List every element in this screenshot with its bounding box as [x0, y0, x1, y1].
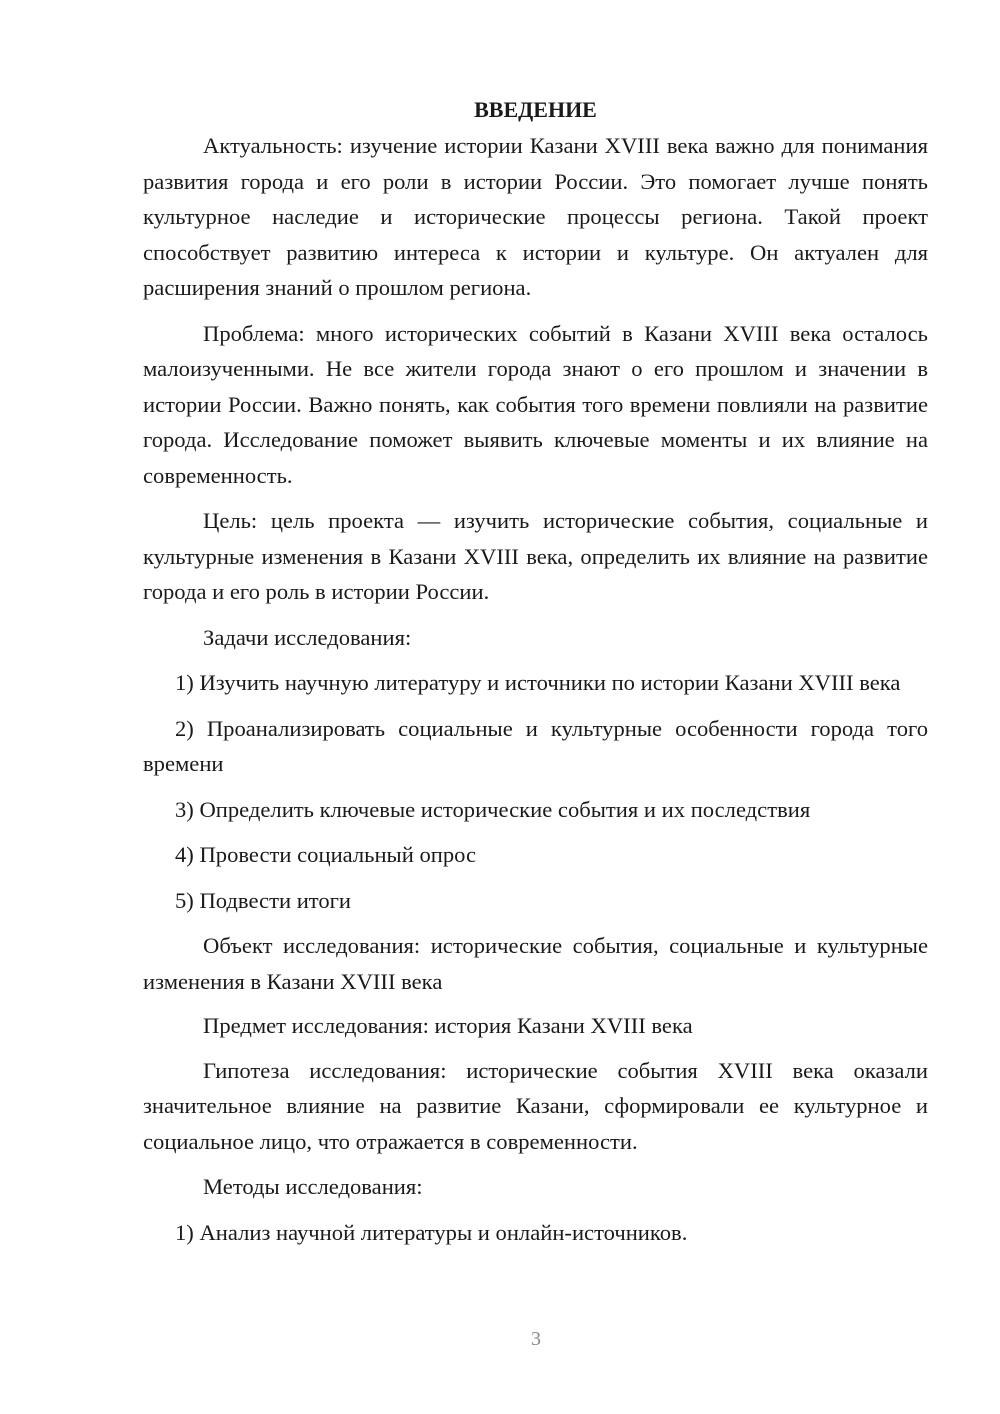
- task-item: 3) Определить ключевые исторические события и их последствия: [175, 796, 811, 822]
- goal-paragraph: Цель: цель проекта — изучить исторические события, социальные и культурные изменения в Казани XVIII века, определить их влияние на развитие города и его роль в истории России.: [143, 508, 928, 604]
- problem-paragraph: Проблема: много исторических событий в Казани XVIII века осталось малоизученными. Не все жители города знают о его прошлом и значении в истории России. Важно понять, как события того времени повлияли на развитие города. Исследование поможет выявить ключевые моменты и их влияние на современность.: [143, 320, 928, 488]
- task-item: 4) Провести социальный опрос: [175, 842, 477, 867]
- object-paragraph: Объект исследования: исторические события, социальные и культурные изменения в Казани XVIII века: [143, 933, 928, 994]
- methods-heading: Методы исследования:: [203, 1174, 423, 1199]
- task-item: 2) Проанализировать социальные и культурные особенности города того времени: [143, 715, 928, 776]
- section-heading: ВВЕДЕНИЕ: [474, 97, 597, 122]
- method-item: 1) Анализ научной литературы и онлайн-источников.: [175, 1219, 688, 1245]
- task-item: 5) Подвести итоги: [175, 887, 352, 913]
- methods-list: [143, 1215, 928, 1251]
- subject-paragraph: Предмет исследования: история Казани XVIII века: [203, 1013, 693, 1038]
- task-item: 1) Изучить научную литературу и источники по истории Казани XVIII века: [175, 670, 901, 695]
- hypothesis-paragraph: Гипотеза исследования: исторические события XVIII века оказали значительное влияние на развитие Казани, сформировали ее культурное и социальное лицо, что отражается в современности.: [143, 1057, 928, 1154]
- document-body: [143, 94, 928, 1260]
- relevance-paragraph: Актуальность: изучение истории Казани XVIII века важно для понимания развития города и его роли в истории России. Это помогает лучше понять культурное наследие и исторические процессы региона. Такой проект способствует развитию интереса к истории и культуре. Он актуален для расширения знаний о прошлом региона.: [143, 133, 928, 300]
- tasks-list: [143, 665, 928, 918]
- page-number: 3: [531, 1328, 541, 1350]
- tasks-heading: Задачи исследования:: [203, 624, 412, 650]
